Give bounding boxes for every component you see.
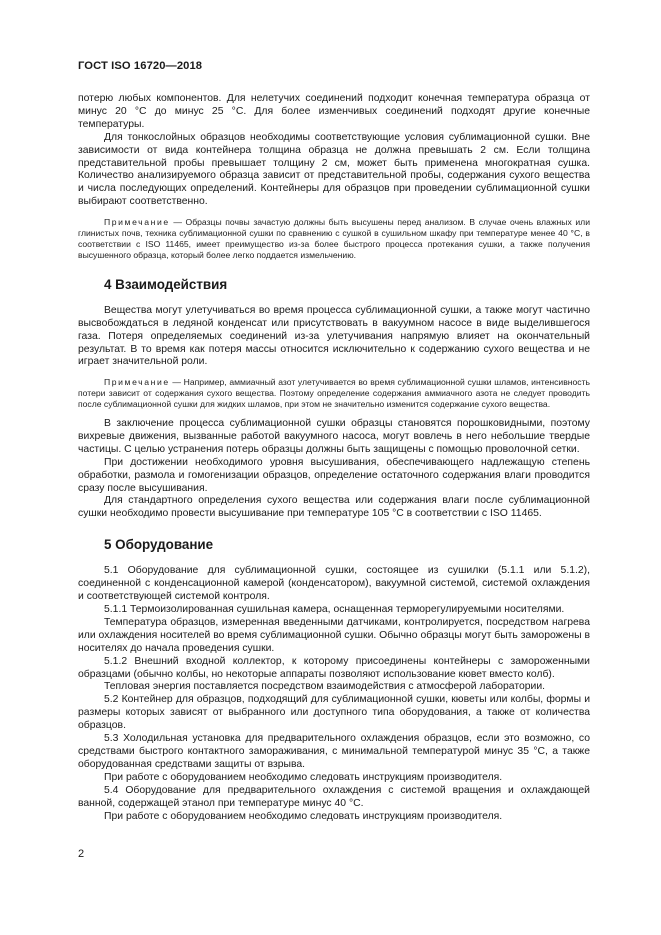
paragraph: 5.1.2 Внешний входной коллектор, к которому присоединены контейнеры с замороженными образцами (обычно колбы, но некоторые аппараты позволяют использование кювет вместо колб).: [78, 655, 590, 680]
paragraph: Вещества могут улетучиваться во время процесса сублимационной сушки, а также могут частично высвобождаться в ледяной конденсат или присутствовать в вакуумном насосе в виде выделившегося газа. Потеря определяемых соединений из-за улетучивания напрямую влияет на окончательный результат. В то время как потеря массы относится исключительно к содержанию сухого вещества и не играет значительной роли.: [78, 304, 590, 368]
paragraph: При работе с оборудованием необходимо следовать инструкциям производителя.: [104, 771, 503, 783]
paragraph: В заключение процесса сублимационной сушки образцы становятся порошковидными, поэтому вихревые движения, вызванные работой вакуумного насоса, могут вовлечь в него небольшие твердые частицы. С целью устранения потерь образцы должны быть защищены с помощью проволочной сетки.: [78, 418, 590, 455]
note-label: Примечание: [104, 377, 170, 388]
standard-header: ГОСТ ISO 16720—2018: [78, 60, 203, 72]
note: [78, 377, 590, 410]
paragraph: При достижении необходимого уровня высушивания, обеспечивающего надлежащую степень обработки, размола и гомогенизации образцов, определение остаточного содержания влаги проводится сразу после высушивания.: [78, 456, 590, 494]
section-heading-4: 4 Взаимодействия: [104, 276, 228, 292]
paragraph: Температура образцов, измеренная введенными датчиками, контролируется, посредством нагрева или охлаждения носителей во время сублимационной сушки. Обычно образцы могут быть заморожены в носителях до начала проведения сушки.: [78, 616, 590, 654]
section-heading-5: 5 Оборудование: [104, 537, 214, 553]
note-text: — Например, аммиачный азот улетучивается во время сублимационной сушки шламов, интенсивность потери зависит от содержания сухого вещества. Поэтому определение содержания аммиачного азота не следует проводить после сублимационной сушки для жидких шламов, при этом не значительно изменится содержание сухого вещества.: [78, 377, 590, 410]
paragraph: 5.1 Оборудование для сублимационной сушки, состоящее из сушилки (5.1.1 или 5.1.2), соединенной с конденсационной камерой (конденсатором), вакуумной системой, системой охлаждения и соответствующей системой контроля.: [78, 565, 590, 603]
paragraph: При работе с оборудованием необходимо следовать инструкциям производителя.: [104, 810, 503, 822]
note-label: Примечание: [104, 217, 170, 228]
paragraph: Тепловая энергия поставляется посредством взаимодействия с атмосферой лаборатории.: [104, 681, 546, 693]
note: [78, 217, 590, 261]
paragraph: 5.2 Контейнер для образцов, подходящий для сублимационной сушки, кюветы или колбы, формы и размеры которых зависят от выбранного или доступного типа оборудования, а также от количества образцов.: [78, 694, 590, 732]
paragraph: потерю любых компонентов. Для нелетучих соединений подходит конечная температура образца от минус 20 °С до минус 25 °С. Для более изменчивых соединений подходят другие конечные температуры.: [78, 93, 590, 130]
page-content: [78, 93, 590, 823]
note-text: — Образцы почвы зачастую должны быть высушены перед анализом. В случае очень влажных или глинистых почв, техника сублимационной сушки по сравнению с сушкой в сушильном шкафу при температуре менее 40 °С, в соответствии с ISO 11465, имеет преимущество из-за более быстрого процесса протекания сушки, а также получения высушенного образца, который более легко поддается измельчению.: [78, 217, 590, 260]
paragraph: 5.4 Оборудование для предварительного охлаждения с системой вращения и охлаждающей ванной, содержащей этанол при температуре минус 40 °С.: [78, 784, 590, 809]
paragraph: Для тонкослойных образцов необходимы соответствующие условия сублимационной сушки. Вне зависимости от вида контейнера толщина образца не должна превышать 2 см. Если толщина представительной пробы превышает толщину 2 см, может быть применена многократная сушка. Количество анализируемого образца зависит от представительной пробы, содержания сухого вещества и числа последующих определений. Контейнеры для образцов при проведении сублимационной сушки выбирают соответственно.: [78, 131, 590, 208]
paragraph: Для стандартного определения сухого вещества или содержания влаги после сублимационной сушки необходимо провести высушивание при температуре 105 °С в соответствии с ISO 11465.: [78, 495, 590, 520]
page-number: 2: [78, 848, 85, 860]
paragraph: 5.3 Холодильная установка для предварительного охлаждения образцов, если это возможно, со средствами быстрого контактного замораживания, с минимальной температурой минус 35 °С, а также оборудованная средствами защиты от взрыва.: [78, 733, 590, 770]
paragraph: 5.1.1 Термоизолированная сушильная камера, оснащенная терморегулируемыми носителями.: [104, 604, 565, 615]
